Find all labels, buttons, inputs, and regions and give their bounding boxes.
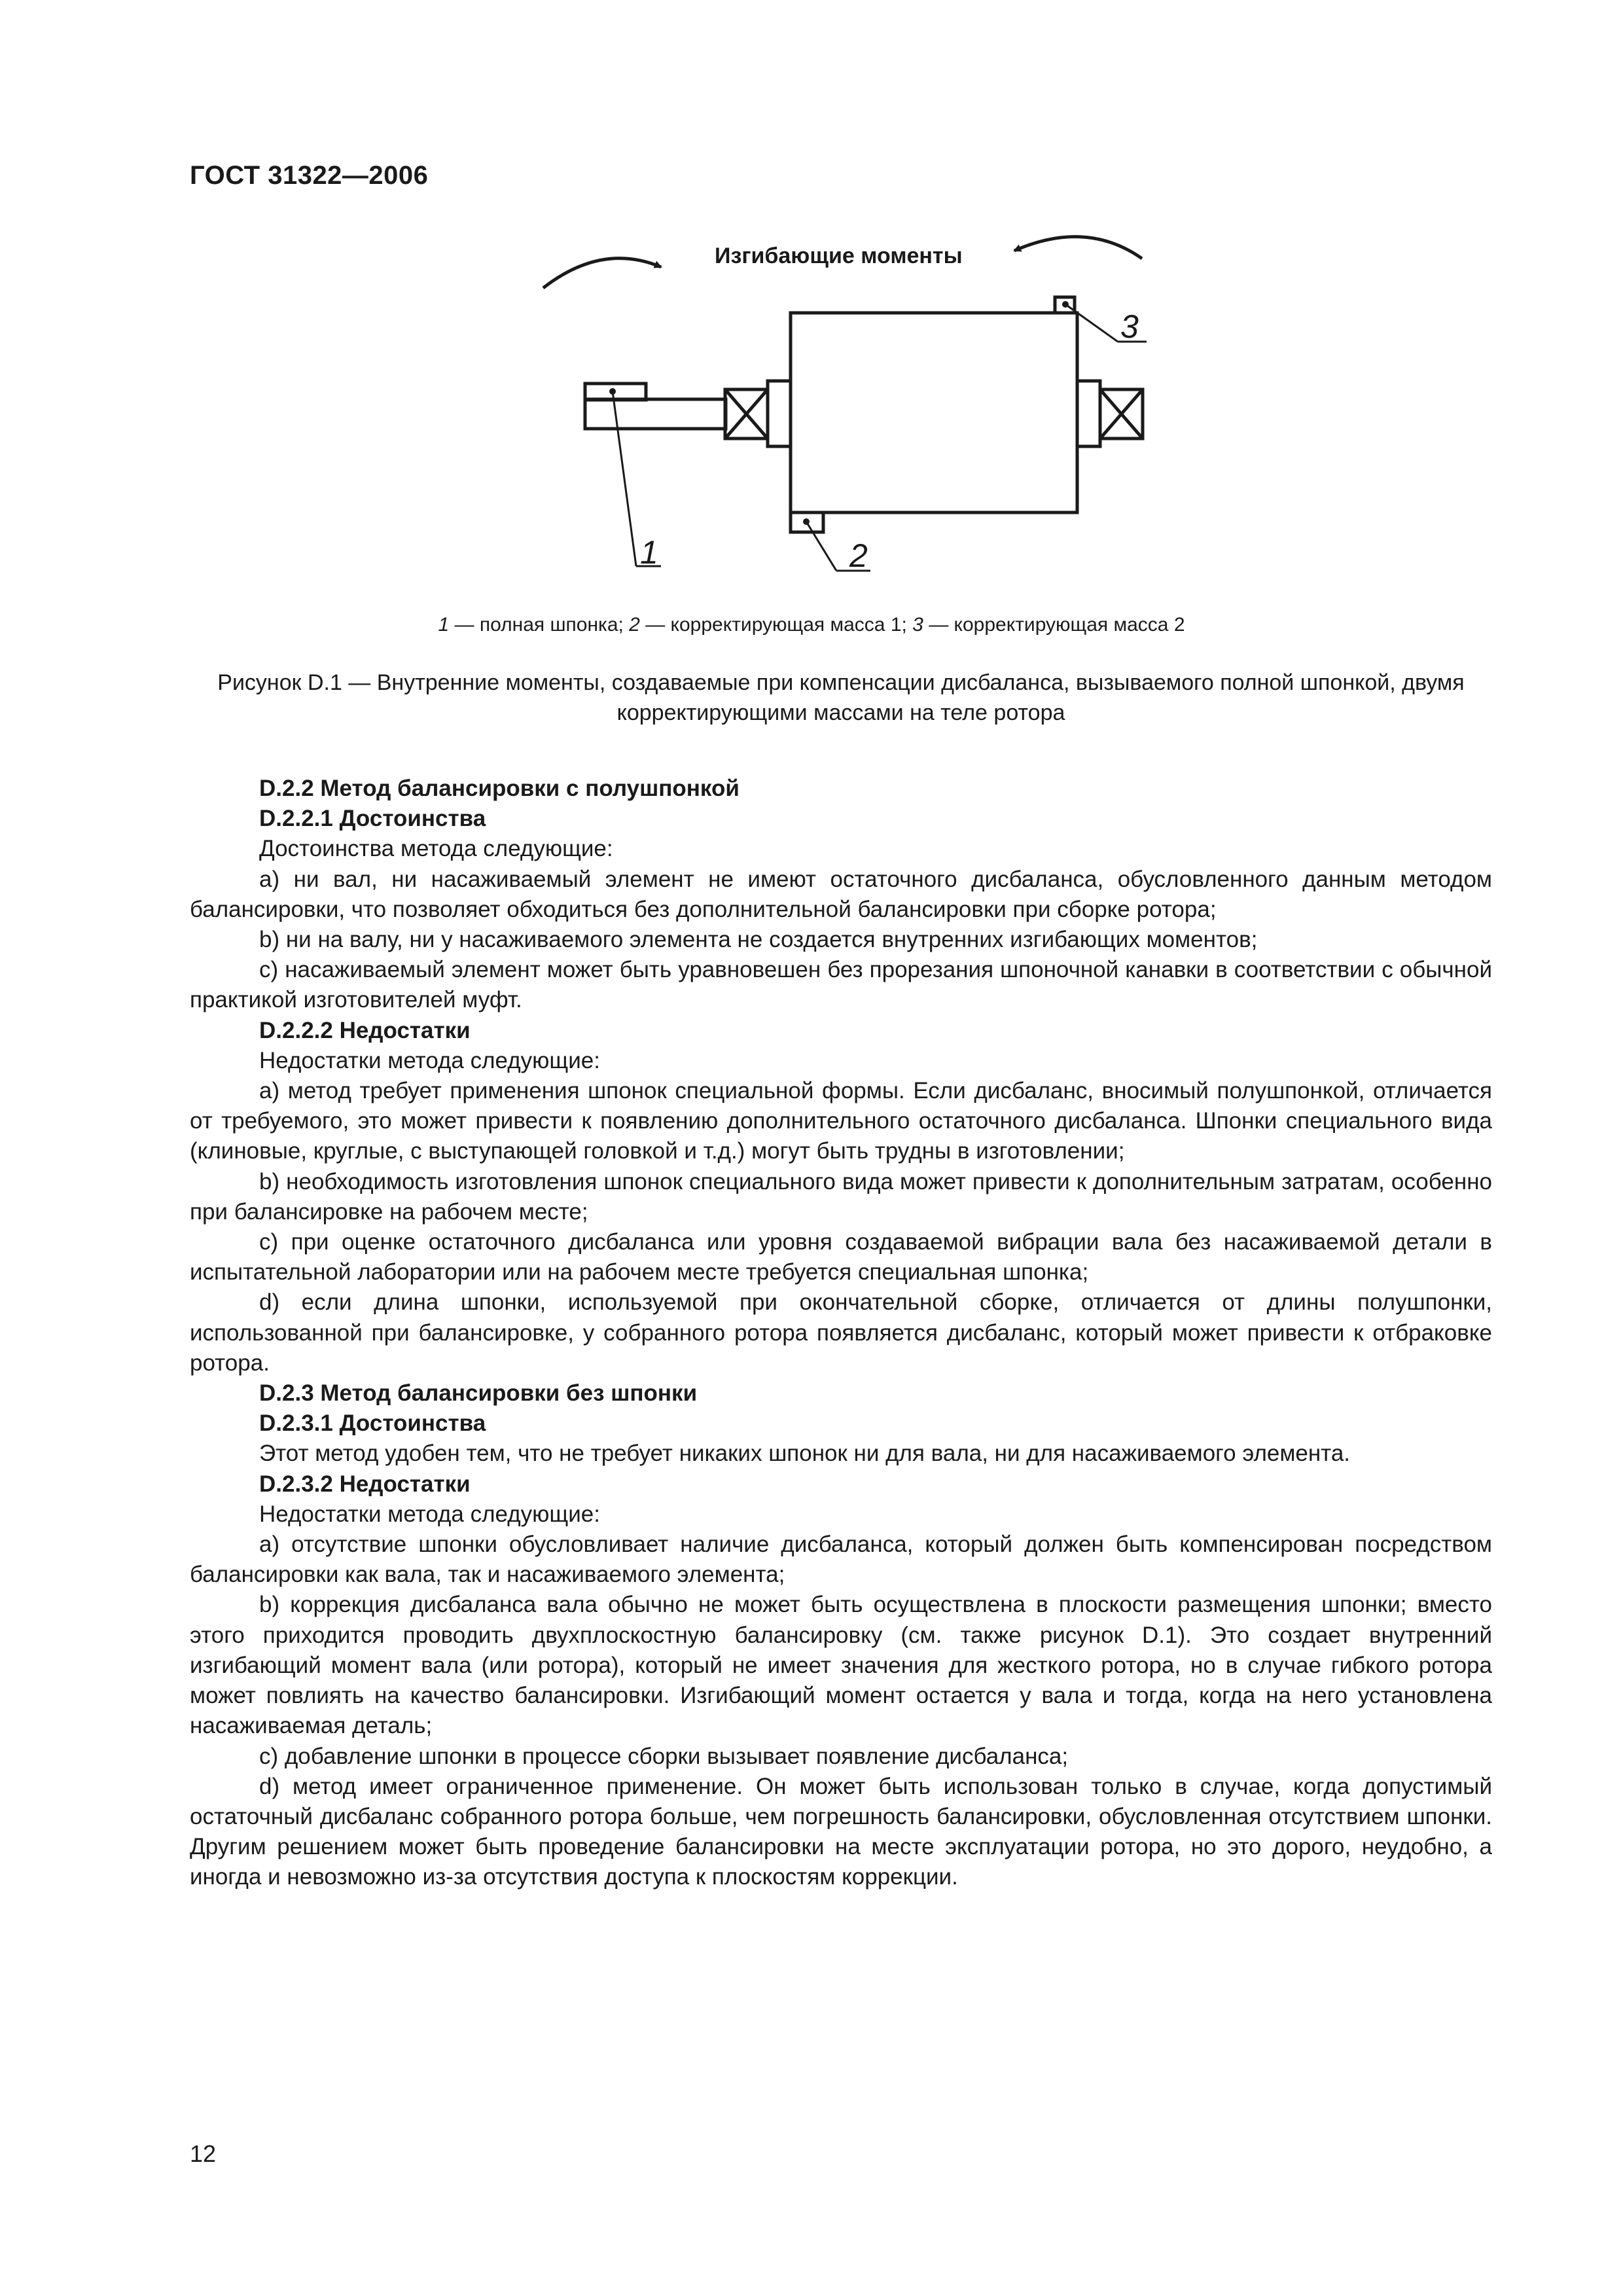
paragraph: Недостатки метода следующие: — [259, 1047, 600, 1073]
leader-line-3 — [1065, 304, 1118, 342]
bending-moment-arrow-right — [1014, 237, 1142, 259]
paragraph: b) необходимость изготовления шпонок специального вида может привести к дополнительным затратам, особенно при балансировке на рабочем месте; — [190, 1168, 1492, 1225]
collar-left — [768, 381, 791, 446]
section-heading: D.2.3.1 Достоинства — [259, 1410, 486, 1437]
figure-callout-3: 3 — [1120, 308, 1139, 345]
section-heading: D.2.3 Метод балансировки без шпонки — [259, 1380, 698, 1407]
legend-text-3: — корректирующая масса 2 — [923, 614, 1185, 636]
rotor-body — [791, 313, 1077, 512]
figure-d1-diagram — [0, 0, 1623, 589]
figure-callout-1: 1 — [640, 534, 658, 571]
leader-line-2 — [806, 522, 836, 571]
paragraph: a) ни вал, ни насаживаемый элемент не имеют остаточного дисбаланса, обусловленного данным методом балансировки, что позволяет обходиться без дополнительной балансировки при сборке ротора; — [190, 866, 1492, 922]
paragraph: c) при оценке остаточного дисбаланса или уровня создаваемой вибрации вала без насаживаемой детали в испытательной лаборатории или на рабочем месте требуется специальная шпонка; — [190, 1229, 1492, 1285]
paragraph: Недостатки метода следующие: — [259, 1501, 600, 1527]
figure-caption: Рисунок D.1 — Внутренние моменты, создаваемые при компенсации дисбаланса, вызываемого полной шпонкой, двумя корректирующими массами на теле ротора — [217, 670, 1465, 725]
page-number: 12 — [190, 2140, 217, 2167]
paragraph: b) коррекция дисбаланса вала обычно не может быть осуществлена в плоскости размещения шпонки; вместо этого приходится проводить двухплоскостную балансировку (см. также рисунок D.1). Это создает внутренний изгибающий момент вала (или ротора), который не имеет значения для жесткого ротора, но в случае гибкого ротора может повлиять на качество балансировки. Изгибающий момент остается у вала и тогда, когда на него установлена насаживаемая деталь; — [190, 1592, 1492, 1739]
section-heading: D.2.2 Метод балансировки с полушпонкой — [259, 776, 740, 801]
leader-line-1 — [613, 391, 636, 566]
section-heading: D.2.2.1 Достоинства — [259, 806, 486, 832]
paragraph: c) добавление шпонки в процессе сборки вызывает появление дисбаланса; — [259, 1743, 1069, 1769]
legend-num-2: 2 — [629, 614, 640, 636]
paragraph: Этот метод удобен тем, что не требует никаких шпонок ни для вала, ни для насаживаемого элемента. — [259, 1441, 1351, 1467]
legend-num-1: 1 — [438, 614, 450, 636]
section-heading: D.2.2.2 Недостатки — [259, 1017, 471, 1043]
bending-moment-arrow-left — [543, 259, 661, 288]
legend-text-1: — полная шпонка; — [449, 614, 630, 636]
paragraph: a) отсутствие шпонки обусловливает наличие дисбаланса, который должен быть компенсирован посредством балансировки как вала, так и насаживаемого элемента; — [190, 1532, 1492, 1588]
document-body — [190, 774, 1492, 1893]
legend-num-3: 3 — [912, 614, 923, 636]
section-heading: D.2.3.2 Недостатки — [259, 1471, 471, 1497]
document-header: ГОСТ 31322—2006 — [190, 161, 429, 190]
paragraph: c) насаживаемый элемент может быть уравновешен без прорезания шпоночной канавки в соответствии с обычной практикой изготовителей муфт. — [190, 957, 1492, 1013]
paragraph: a) метод требует применения шпонок специальной формы. Если дисбаланс, вносимый полушпонкой, отличается от требуемого, это может привести к появлению дополнительного остаточного дисбаланса. Шпонки специального вида (клиновые, круглые, с выступающей головкой и т.д.) могут быть трудны в изготовлении; — [190, 1078, 1492, 1164]
shaft-left — [585, 399, 726, 429]
figure-callout-2: 2 — [849, 537, 868, 574]
paragraph: d) метод имеет ограниченное применение. Он может быть использован только в случае, когда допустимый остаточный дисбаланс собранного ротора больше, чем погрешность балансировки, обусловленная отсутствием шпонки. Другим решением может быть проведение балансировки на месте эксплуатации ротора, но это дорого, неудобно, а иногда и невозможно из-за отсутствия доступа к плоскостям коррекции. — [190, 1773, 1492, 1890]
figure-legend — [0, 614, 1623, 636]
figure-label-bending-moments: Изгибающие моменты — [715, 243, 963, 268]
paragraph: Достоинства метода следующие: — [259, 836, 613, 862]
paragraph: d) если длина шпонки, используемой при окончательной сборке, отличается от длины полушпонки, использованной при балансировке, у собранного ротора появляется дисбаланс, который может привести к отбраковке ротора. — [190, 1289, 1492, 1376]
legend-text-2: — корректирующая масса 1; — [639, 614, 913, 636]
collar-right — [1077, 381, 1100, 446]
paragraph: b) ни на валу, ни у насаживаемого элемента не создается внутренних изгибающих моментов; — [259, 927, 1258, 953]
